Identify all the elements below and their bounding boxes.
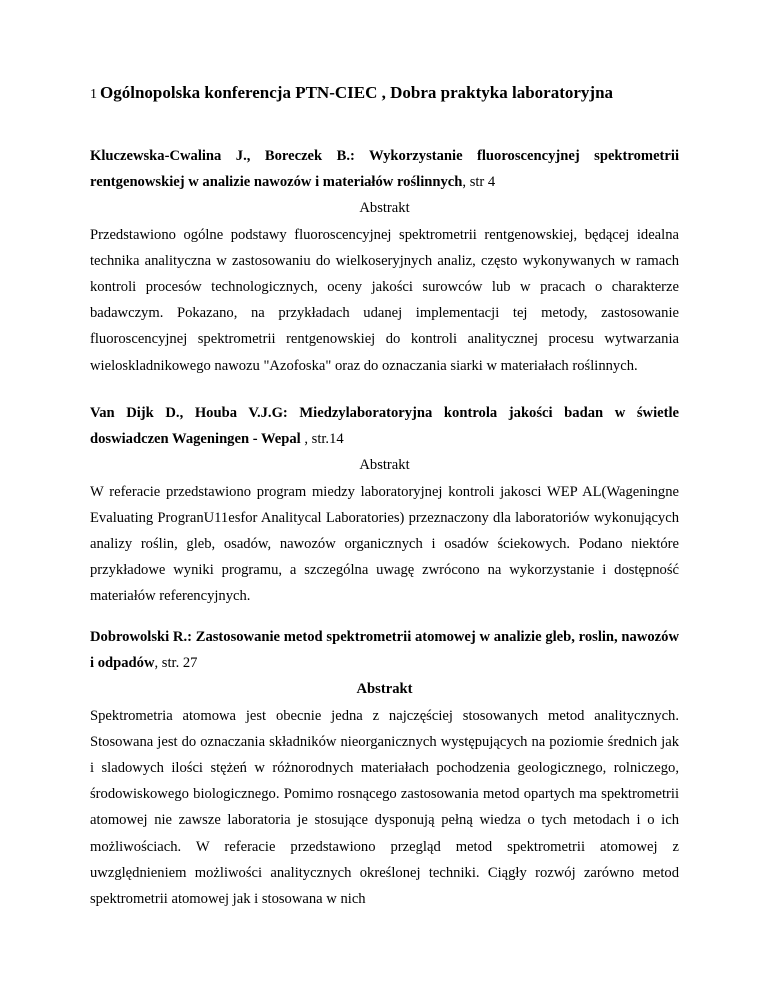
entry-title-bold: Kluczewska-Cwalina J., Boreczek B.: Wykorzystanie fluoroscencyjnej spektrometrii rentgenowskiej w analizie nawozów i materiałów roślinnych (90, 148, 679, 191)
title-number: 1 (90, 87, 97, 102)
title-text: Ogólnopolska konferencja PTN-CIEC , Dobra praktyka laboratoryjna (100, 83, 614, 102)
entry-page-ref: , str. 27 (154, 655, 198, 672)
entry-page-ref: , str 4 (462, 174, 496, 191)
abstract-body: W referacie przedstawiono program miedzy laboratoryjnej kontroli jakosci WEP AL(Wageningne Evaluating ProgranU11esfor Analitycal Laboratories) przeznaczony dla laboratoriów wykonujących analizy roślin, gleb, osadów, nawozów organicznych i osadów ściekowych. Podano niektóre przykładowe wyniki programu, a szczególna uwagę zwrócono na wykorzystanie i dostępność materiałów referencyjnych. (90, 483, 679, 605)
abstract-entry (90, 400, 679, 610)
abstract-body: Spektrometria atomowa jest obecnie jedna z najczęściej stosowanych metod analitycznych. Stosowana jest do oznaczania składników nieorganicznych występujących na poziomie średnich jak i sladowych ilości stężeń w różnorodnych materiałach pochodzenia geologicznego, rolniczego, środowiskowego biologicznego. Pomimo rosnącego zastosowania metod opartych ma spektrometrii atomowej nie zawsze laboratoria je stosujące dysponują pełną wiedza o tych metodach i o ich możliwościach. W referacie przedstawiono przegląd metod spektrometrii atomowej z uwzględnieniem możliwości analitycznych określonej techniki. Ciągły rozwój zarówno metod spektrometrii atomowej jak i stosowana w nich (90, 707, 679, 908)
entry-title-bold: Van Dijk D., Houba V.J.G: Miedzylaboratoryjna kontrola jakości badan w świetle doswiadczen Wageningen - Wepal (90, 405, 679, 448)
entry-page-ref: , str.14 (300, 431, 344, 448)
page-title (90, 83, 690, 103)
entry-title (90, 624, 679, 676)
entry-title (90, 400, 679, 452)
abstract-entry (90, 624, 679, 912)
abstract-entry (90, 143, 679, 379)
entry-title-bold: Dobrowolski R.: Zastosowanie metod spektrometrii atomowej w analizie gleb, roslin, nawozów i odpadów (90, 629, 679, 672)
entry-title (90, 143, 679, 195)
abstract-label: Abstrakt (359, 457, 410, 474)
abstract-label: Abstrakt (356, 681, 413, 698)
abstract-label: Abstrakt (359, 200, 410, 217)
abstract-body: Przedstawiono ogólne podstawy fluoroscencyjnej spektrometrii rentgenowskiej, będącej idealna technika analityczna w zastosowaniu do wielkoseryjnych analiz, często wykonywanych w ramach kontroli procesów technologicznych, oceny jakości surowców lub w pracach o charakterze badawczym. Pokazano, na przykładach udanej implementacji tej metody, zastosowanie fluoroscencyjnej spektrometrii rentgenowskiej do kontroli analitycznej procesu wytwarzania wieloskladnikowego nawozu "Azofoska" oraz do oznaczania siarki w materiałach roślinnych. (90, 226, 679, 374)
